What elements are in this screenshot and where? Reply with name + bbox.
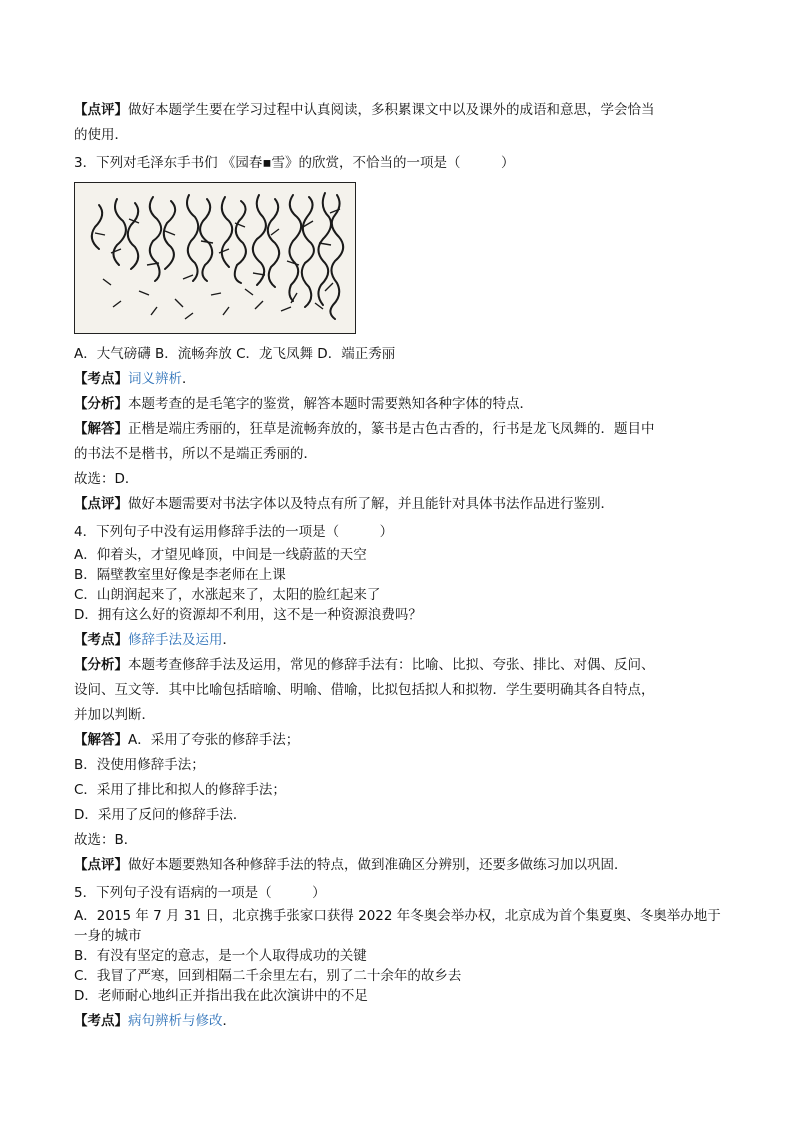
q3-jieda [74,417,724,442]
q5-option-a-cont: 一身的城市 [74,928,142,944]
calligraphy-strokes [75,183,355,333]
q5-option-c: C．我冒了严寒，回到相隔二千余里左右，别了二十余年的故乡去 [74,968,462,984]
q3-kaodian [74,367,724,392]
tag-jieda: 【解答】 [74,732,128,748]
kaodian-tail: ． [222,1013,236,1029]
kaodian-link[interactable]: 修辞手法及运用 [128,632,223,648]
q4-kaodian [74,628,724,653]
q4-fenxi [74,653,724,678]
q3-options: A．大气磅礴 B．流畅奔放 C．龙飞凤舞 D．端正秀丽 [74,346,396,362]
tag-kaodian: 【考点】 [74,371,128,387]
q3-answer: 故选：D． [74,471,139,487]
comment-text: 做好本题学生要在学习过程中认真阅读，多积累课文中以及课外的成语和意思，学会恰当 [128,102,655,118]
comment-prev-cont: 的使用． [74,127,128,143]
document-page [74,98,724,1034]
tag-kaodian: 【考点】 [74,632,128,648]
q4-jieda [74,728,724,753]
calligraphy-image [74,182,356,334]
kaodian-tail: ． [222,632,236,648]
tag-jieda: 【解答】 [74,421,128,437]
tag-dianping: 【点评】 [74,102,128,118]
kaodian-tail: ． [182,371,196,387]
jieda-text: 正楷是端庄秀丽的，狂草是流畅奔放的，篆书是古色古香的，行书是龙飞凤舞的．题目中 [128,421,655,437]
q4-fenxi-cont-2: 并加以判断． [74,707,155,723]
q3-dianping [74,492,724,517]
tag-dianping: 【点评】 [74,857,128,873]
q4-dianping [74,853,724,878]
q5-option-a: A．2015 年 7 月 31 日，北京携手张家口获得 2022 年冬奥会举办权，北京成为首个集夏奥、冬奥举办地于 [74,908,721,924]
dianping-text: 做好本题需要对书法字体以及特点有所了解，并且能针对具体书法作品进行鉴别． [128,496,614,512]
fenxi-text: 本题考查的是毛笔字的鉴赏，解答本题时需要熟知各种字体的特点． [128,396,533,412]
q5-stem: 5．下列句子没有语病的一项是（ ） [74,885,326,901]
comment-prev [74,98,724,123]
tag-fenxi: 【分析】 [74,396,128,412]
tag-fenxi: 【分析】 [74,657,128,673]
tag-kaodian: 【考点】 [74,1013,128,1029]
q4-option-d: D．拥有这么好的资源却不利用，这不是一种资源浪费吗？ [74,607,422,623]
q5-option-d: D．老师耐心地纠正并指出我在此次演讲中的不足 [74,988,368,1004]
kaodian-link[interactable]: 词义辨析 [128,371,182,387]
dianping-text: 做好本题要熟知各种修辞手法的特点，做到准确区分辨别，还要多做练习加以巩固． [128,857,628,873]
jieda-a: A．采用了夸张的修辞手法； [128,732,300,748]
tag-dianping: 【点评】 [74,496,128,512]
q5-option-b: B．有没有坚定的意志，是一个人取得成功的关键 [74,948,367,964]
q4-option-b: B．隔壁教室里好像是李老师在上课 [74,567,286,583]
q4-jieda-b: B．没使用修辞手法； [74,757,205,773]
q3-fenxi [74,392,724,417]
q4-option-c: C．山朗润起来了，水涨起来了，太阳的脸红起来了 [74,587,381,603]
q4-fenxi-cont-1: 设问、互文等．其中比喻包括暗喻、明喻、借喻，比拟包括拟人和拟物．学生要明确其各自特点， [74,682,655,698]
q3-jieda-cont: 的书法不是楷书，所以不是端正秀丽的． [74,446,317,462]
q5-kaodian [74,1009,724,1034]
q4-jieda-c: C．采用了排比和拟人的修辞手法； [74,782,286,798]
q3-stem: 3．下列对毛泽东手书们 《园春▪雪》的欣赏，不恰当的一项是（ ） [74,155,515,171]
fenxi-text: 本题考查修辞手法及运用，常见的修辞手法有：比喻、比拟、夸张、排比、对偶、反问、 [128,657,655,673]
q4-answer: 故选：B． [74,832,138,848]
q4-option-a: A．仰着头，才望见峰顶，中间是一线蔚蓝的天空 [74,547,367,563]
q4-stem: 4．下列句子中没有运用修辞手法的一项是（ ） [74,524,394,540]
kaodian-link[interactable]: 病句辨析与修改 [128,1013,223,1029]
q4-jieda-d: D．采用了反问的修辞手法． [74,807,247,823]
